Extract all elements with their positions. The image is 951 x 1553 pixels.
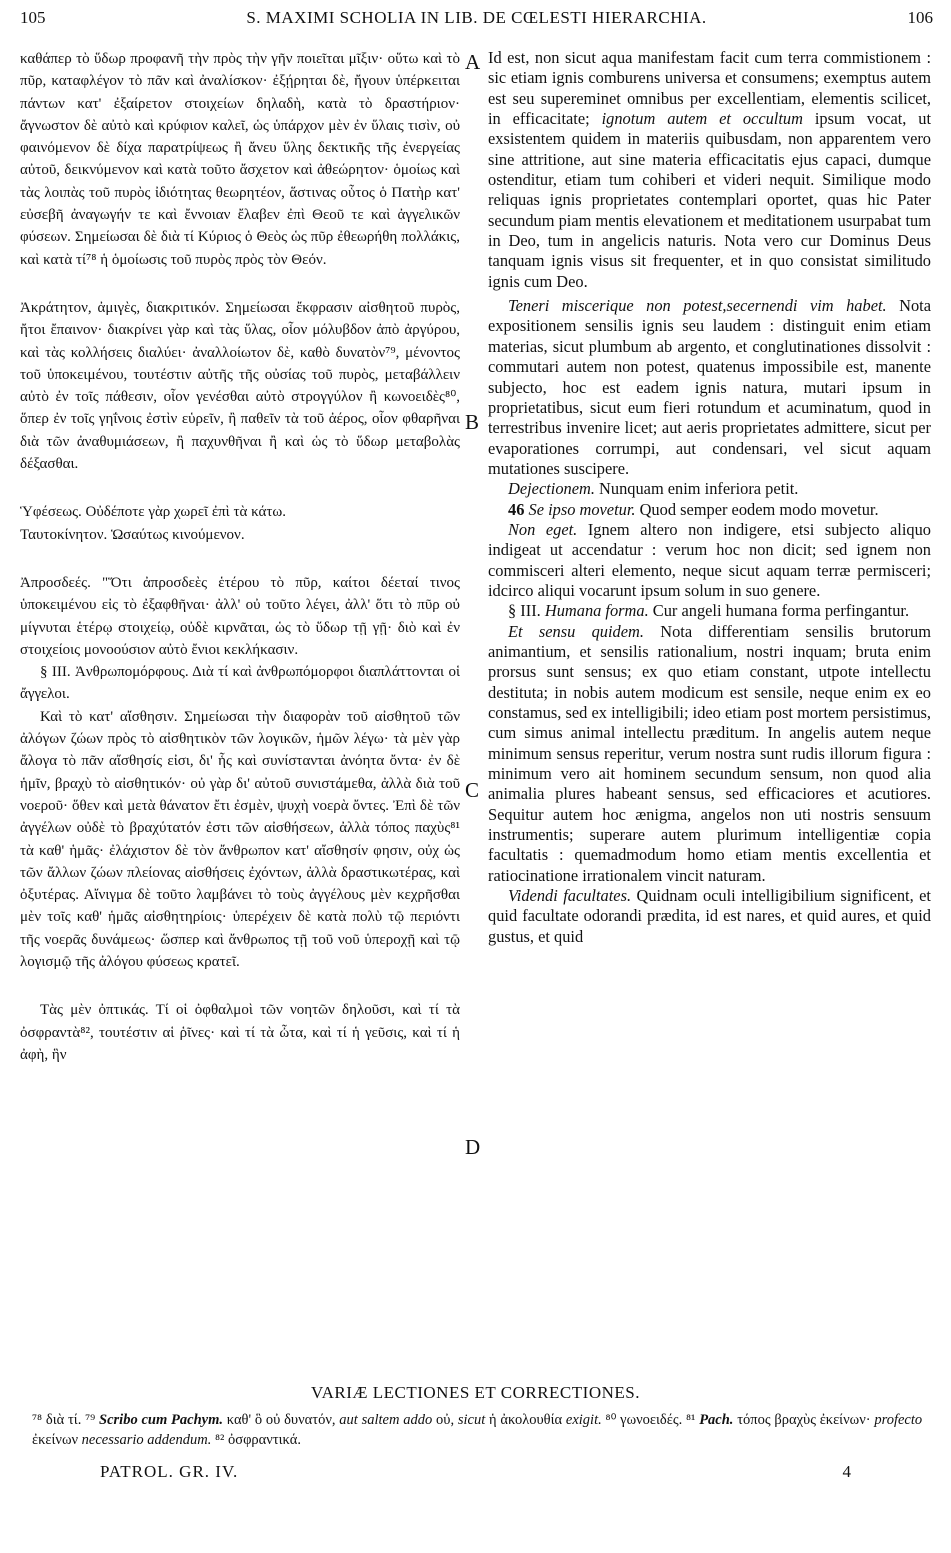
running-header — [20, 8, 933, 34]
variae-lectiones-notes: ⁷⁸ διὰ τί. ⁷⁹ Scribo cum Pachym. καθ' ὃ οὐ δυνατόν, aut saltem addo οὐ, sicut ἡ ἀκολουθία exigit. ⁸⁰ γωνοειδές. ⁸¹ Pach. τόπος βραχὺς ἐκείνων· profecto ἐκείνων necessario addendum. ⁸² ὀσφραντικά. — [32, 1412, 923, 1448]
margin-letter-b: B — [465, 410, 480, 434]
latin-paragraph: Id est, non sicut aqua manifestam facit cum terra commistionem : sic etiam ignis comburens universa et consumens; exemptus autem est seu supereminet omnibus per excellentiam, elementis scilicet, in efficacitate; ignotum autem et occultum ipsum vocat, ut exsistentem quidem in materiis quibusdam, non apparentem vero sine attritione, aut sine materia efficacitatis ejus capaci, dumque ostenditur, etiam tum cohiberi et videri nequit. Similique modo reliquas ignis proprietates contemplari oportet, quas hic Pater secundum piam mentis elevationem et meditationem usurpabat tum in Deo, tum in angelicis naturis. Nota vero cur Dominus Deus tanquam ignis visus sit frequenter, et in quo consistat similitudo ignis cum Deo. — [488, 48, 932, 291]
gathering-number: 4 — [842, 1462, 851, 1481]
margin-letter-d: D — [465, 1135, 481, 1159]
margin-letter-a: A — [465, 50, 481, 74]
page-number-left: 105 — [20, 8, 46, 27]
margin-letter-c: C — [465, 778, 480, 802]
page-number-right: 106 — [907, 8, 933, 27]
greek-paragraph: Τὰς μὲν ὀπτικάς. Τί οἱ ὀφθαλμοὶ τῶν νοητῶν δηλοῦσι, καὶ τί τὰ ὀσφραντὰ⁸², τουτέστιν αἱ ῥῖνες· καὶ τί τὰ ὦτα, καὶ τί ἡ γεῦσις, καὶ τί ἡ ἀφὴ, ἣν — [20, 1002, 460, 1063]
greek-paragraph: Ἀκράτητον, ἀμιγὲς, διακριτικόν. Σημείωσαι ἔκφρασιν αἰσθητοῦ πυρὸς, ἤτοι ἔπαινον· διακρίνει γὰρ καὶ τὰς ὕλας, οἷον μόλυβδον ἀπὸ ἀργύρου, καὶ τὰς κολλήσεις διαλύει· ἀναλλοίωτον δὲ, καθὸ δυνατὸν⁷⁹, μένοντος τοῦ ὑποκειμένου, τουτέστιν αὐτῆς τῆς οὐσίας τοῦ πυρὸς, μεταβάλλειν αὐτὸ ἐν τοῖς πάθεσιν, οἷον γενέσθαι αὐτὸ στρογγύλον ἢ κωνοειδὲς⁸⁰, ὅπερ ἐν τοῖς γηΐνοις ἐστὶν εὑρεῖν, ἢ παθεῖν τὰ τοῦ ἀέρος, οἷον φθαρῆναι διὰ τῶν ἀναθυμιάσεων, ἢ παχυνθῆναι ἢ καὶ ὡς τὸ ὕδωρ μεταβολὰς δέξασθαι. — [20, 299, 460, 473]
greek-paragraph: Καὶ τὸ κατ' αἴσθησιν. Σημείωσαι τὴν διαφορὰν τοῦ αἰσθητοῦ τῶν ἀλόγων ζώων πρὸς τὸ αἰσθητικὸν τῶν λογικῶν, ἡμῶν λέγω· τὰ μὲν γὰρ ἄλογα τὸ πᾶν αἴσθησίς εἰσι, δι' ἧς καὶ συνίστανται ἀνόητα ὄντα· ἐν δὲ ἡμῖν, βραχὺ τὸ αἰσθητικόν· οὐ γὰρ δι' αὐτοῦ συνιστάμεθα, ἀλλὰ διὰ τοῦ νοεροῦ· ὅθεν καὶ μετὰ θάνατον ἔτι ἐσμὲν, ψυχὴ νοερὰ ὄντες. Ἐπὶ δὲ τῶν ἀγγέλων οὐδὲ τὸ βραχύτατόν ἐστι τῶν αἰσθήσεων, ἀλλὰ τόπος παχὺς⁸¹ τὰ καθ' ἡμᾶς· ἐλάχιστον δὲ τὸν ἄνθρωπον κατ' αἴσθησίν φησιν, οὐχ ὡς τῶν ἄλλων ζώων πλείονας αἰσθήσεις ἐχόντων, ἀλλὰ δραστικωτέρας, καὶ ὀξυτέρας. Αἴνιγμα δὲ τοῦτο λαμβάνει τὸ τοὺς ἀγγέλους μὲν κεχρῆσθαι μὲν τοῖς καθ' ἡμᾶς αἰσθητηρίοις· ὑπερέχειν δὲ κατὰ πολὺ τῷ περιόντι τῆς νοερᾶς δυνάμεως· ὥσπερ καὶ ἄνθρωπος τῇ τοῦ νοῦ ὑπεροχῇ καὶ τῷ λογισμῷ τῆς ἀλόγου φύσεως κρατεῖ. — [20, 708, 460, 970]
latin-paragraph: Videndi facultates. Quidnam oculi intelligibilium significent, et quid facultate odorandi prædita, id est nares, et quid aures, et quid gustus, et quid — [488, 886, 931, 946]
latin-paragraph: Non eget. Ignem altero non indigere, etsi subjecto aliquo indigeat ut accendatur : verum hoc non dicit; sed ignem non commisceri alteri elemento, neque sicut aquam terræ permisceri; idcirco aliqui vocarunt ipsum solum in suo genere. — [488, 519, 931, 600]
latin-paragraph: 46 Se ipso movetur. Quod semper eodem modo movetur. — [508, 499, 879, 519]
latin-paragraph: Et sensu quidem. Nota differentiam sensilis brutorum animantium, et sensilis rationalium, nostri inquam; bruta enim prorsus sunt sensus; ex quo etiam constant, utpote intellectu destituta; in nobis autem modicum est sensile, neque enim ex eo constamus, sed ex intelligibili; ideo etiam post mortem persistimus, cum simus animal intellectu præditum. In angelis autem neque minimum sensus reperitur, verum nostra sunt rudis illorum figura : minimum vero ait hominem secundum sensum, non quod alia animalia plures habeant sensus, sed efficaciores et acutiores. Sequitur autem hoc ænigma, angelos non uti nostris sensuum instrumentis; superare autem plurimum intelligentiæ copia facultatis : quemadmodum homo etiam mentis excellentia et ratiocinatione irrationalem vincit naturam. — [488, 621, 931, 885]
greek-paragraph: Ταυτοκίνητον. Ὡσαύτως κινούμενον. — [20, 526, 245, 543]
greek-column — [20, 48, 460, 1066]
signature-mark: PATROL. GR. IV. — [100, 1462, 239, 1481]
greek-paragraph: § III. Ἀνθρωπομόρφους. Διὰ τί καὶ ἀνθρωπόμορφοι διαπλάττονται οἱ ἄγγελοι. — [20, 664, 460, 703]
page-title: S. MAXIMI SCHOLIA IN LIB. DE CŒLESTI HIERARCHIA. — [246, 8, 707, 27]
variae-lectiones-title: VARIÆ LECTIONES ET CORRECTIONES. — [311, 1383, 640, 1402]
greek-paragraph: Ἀπροσδεές. "Ὅτι ἀπροσδεὲς ἑτέρου τὸ πῦρ, καίτοι δέεταί τινος ὑποκειμένου εἰς τὸ ἐξαφθῆναι· ἀλλ' οὐ τοῦτο λέγει, ἀλλ' ὅτι τὸ πῦρ οὐ μίγνυται ἑτέρῳ στοιχείῳ, οὐδὲ κιρνᾶται, ὡς τὸ ὕδωρ τῇ γῇ· διὸ καὶ ἐν στοιχείοις μονοούσιον αὐτὸ ἔνιοι κεκλήκασιν. — [20, 574, 460, 658]
greek-paragraph: Ὑφέσεως. Οὐδέποτε γὰρ χωρεῖ ἐπὶ τὰ κάτω. — [20, 504, 287, 521]
greek-paragraph: καθάπερ τὸ ὕδωρ προφανῆ τὴν πρὸς τὴν γῆν ποιεῖται μῖξιν· οὕτω καὶ τὸ πῦρ, καταφλέγον τὸ πᾶν καὶ ἀναλίσκον· ἐξῄρηται δὲ, ἤγουν ὑπέρκειται πάντων κατ' ἐξαίρετον στοιχείων δηλαδὴ, κατὰ τὸ δραστήριον· ἄγνωστον δὲ αὐτὸ καὶ κρύφιον καλεῖ, ὡς ὑπάρχον μὲν ἐν ὕλαις τισὶν, οὐ φαινόμενον δὲ δίχα παρατρίψεως ἢ ἄνευ ὕλης δεκτικῆς τῆς ἐνεργείας αὐτοῦ, δεικνύμενον καὶ κατὰ τοῦτο ἄσχετον καὶ ἀθεώρητον· ὁμοίως καὶ τὰς λοιπὰς τοῦ πυρὸς ἰδιότητας θεωρητέον, ἅστινας οὗτος ὁ Πατὴρ κατ' εὐσεβῆ ἀναγωγήν τε καὶ ἔννοιαν ἔλαβεν ἐπὶ Θεοῦ τε καὶ ἀγγελικῶν φύσεων. Σημείωσαι δὲ διὰ τί Κύριος ὁ Θεὸς ὡς πῦρ ἐθεωρήθη πολλάκις, καὶ κατὰ τί⁷⁸ ἡ ὁμοίωσις τοῦ πυρὸς πρὸς τὸν Θεόν. — [20, 51, 460, 268]
latin-paragraph: § III. Humana forma. Cur angeli humana forma perfingantur. — [508, 601, 910, 621]
latin-column — [488, 48, 931, 947]
latin-paragraph: Dejectionem. Nunquam enim inferiora petit. — [508, 479, 799, 499]
latin-paragraph: Teneri miscerique non potest,secernendi vim habet. Nota expositionem sensilis ignis seu laudem : distinguit enim etiam materias, sicut plumbum ab argento, et conglutinationes dissolvit : commutari autem non potest, quatenus impossibile est, manente subjecto, hoc est eadem ignis natura, mutari ipsum in proprietatibus, sicut eum fieri rotundum et acuminatum, quod in terrestribus invenire licet; aut aeris proprietates admittere, sicut per evaporationes corrumpi, aut condensari, vel sicut aquam mutationes suscipere. — [488, 296, 931, 478]
